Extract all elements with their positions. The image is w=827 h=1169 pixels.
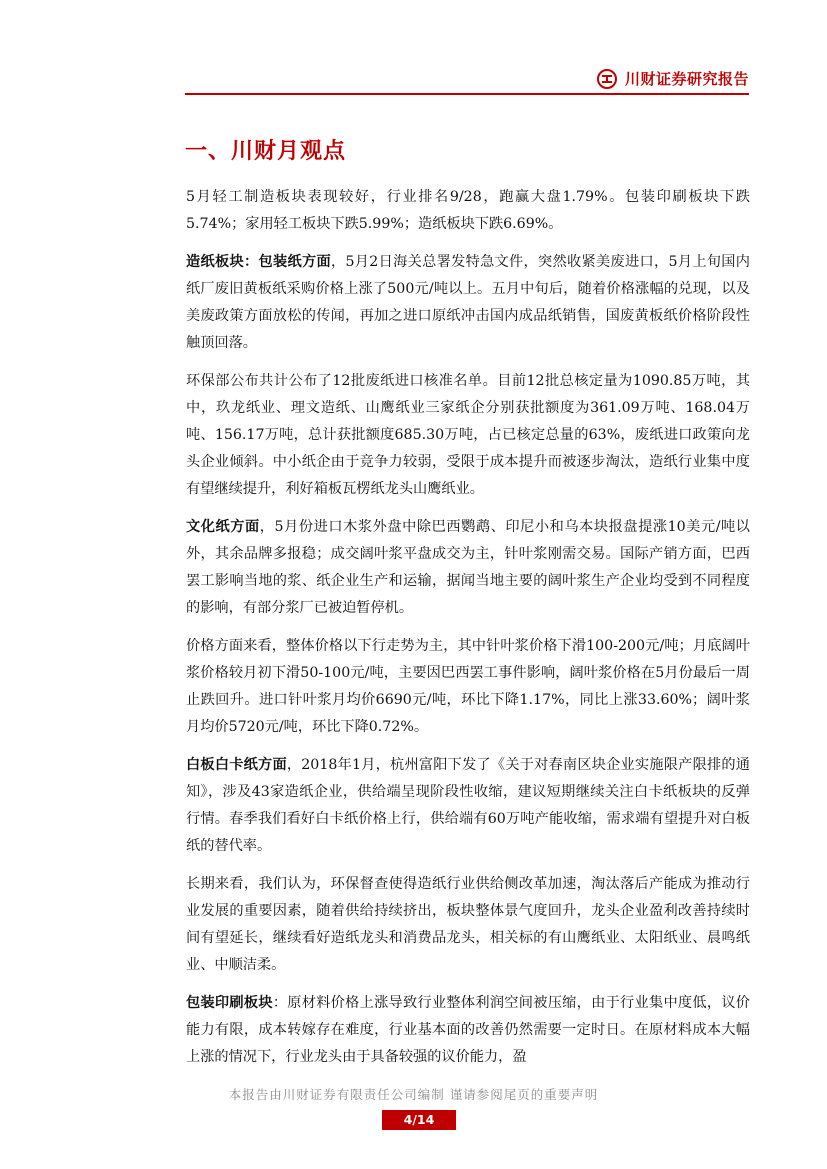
paragraph-packaging-paper: 造纸板块：包装纸方面，5月2日海关总署发特急文件，突然收紧美废进口，5月上旬国内纸厂废旧黄板纸采购价格上涨了500元/吨以上。五月中旬后，随着价格涨幅的兑现，以及美废政策方面放松的传闻，再加之进口原纸冲击国内成品纸销售，国废黄板纸价格阶段性触顶回落。 [186,254,750,351]
header-brand [597,68,749,89]
paragraph-white-board: 白板白卡纸方面，2018年1月，杭州富阳下发了《关于对春南区块企业实施限产限排的通知》，涉及43家造纸企业，供给端呈现阶段性收缩，建议短期继续关注白卡纸板块的反弹行情。春季我们看好白卡纸价格上行，供给端有60万吨产能收缩，需求端有望提升对白板纸的替代率。 [186,757,750,854]
paragraph-long-term: 长期来看，我们认为，环保督查使得造纸行业供给侧改革加速，淘汰落后产能成为推动行业发展的重要因素，随着供给持续挤出，板块整体景气度回升，龙头企业盈利改善持续时间有望延长，继续看好造纸龙头和消费品龙头，相关标的有山鹰纸业、太阳纸业、晨鸣纸业、中顺洁柔。 [186,876,750,973]
paragraph-label: 文化纸方面 [186,519,260,535]
paragraph-pulp-prices: 价格方面来看，整体价格以下行走势为主，其中针叶浆价格下滑100-200元/吨；月底阔叶浆价格较月初下滑50-100元/吨，主要因巴西罢工事件影响，阔叶浆价格在5月份最后一周止跌回升。进口针叶浆月均价6690元/吨，环比下降1.17%，同比上涨33.60%；阔叶浆月均价5720元/吨，环比下降0.72%。 [186,638,750,735]
section-heading: 一、川财月观点 [185,139,347,164]
paragraph-label: 白板白卡纸方面 [186,757,287,773]
paragraph-waste-paper-quota: 环保部公布共计公布了12批废纸进口核准名单。目前12批总核定量为1090.85万吨，其中，玖龙纸业、理文造纸、山鹰纸业三家纸企分别获批额度为361.09万吨、168.04万吨、156.17万吨，总计获批额度685.30万吨，占已核定总量的63%，废纸进口政策向龙头企业倾斜。中小纸企由于竞争力较弱，受限于成本提升而被逐步淘汰，造纸行业集中度有望继续提升，利好箱板瓦楞纸龙头山鹰纸业。 [186,373,750,497]
paragraph-packaging-printing: 包装印刷板块：原材料价格上涨导致行业整体利润空间被压缩，由于行业集中度低，议价能力有限，成本转嫁存在难度，行业基本面的改善仍然需要一定时日。在原材料成本大幅上涨的情况下，行业龙头由于具备较强的议价能力，盈 [186,995,750,1065]
paragraph-label: 包装印刷板块 [186,995,273,1011]
report-body [186,184,750,1082]
logo-icon [597,69,617,89]
header-divider [185,93,749,95]
page-number: 4/14 [382,1110,456,1130]
footer-disclaimer: 本报告由川财证券有限责任公司编制 谨请参阅尾页的重要声明 [228,1087,599,1102]
paragraph-overview: 5月轻工制造板块表现较好，行业排名9/28，跑赢大盘1.79%。包装印刷板块下跌5.74%；家用轻工板块下跌5.99%；造纸板块下跌6.69%。 [186,189,750,232]
paragraph-culture-paper: 文化纸方面，5月份进口木浆外盘中除巴西鹦鹉、印尼小和乌本块报盘提涨10美元/吨以外，其余品牌多报稳；成交阔叶浆平盘成交为主，针叶浆刚需交易。国际产销方面，巴西罢工影响当地的浆、纸企业生产和运输，据闻当地主要的阔叶浆生产企业均受到不同程度的影响，有部分浆厂已被迫暂停机。 [186,519,750,616]
paragraph-label: 造纸板块：包装纸方面 [186,254,331,270]
page-header [185,62,749,94]
header-title: 川财证券研究报告 [624,70,749,88]
